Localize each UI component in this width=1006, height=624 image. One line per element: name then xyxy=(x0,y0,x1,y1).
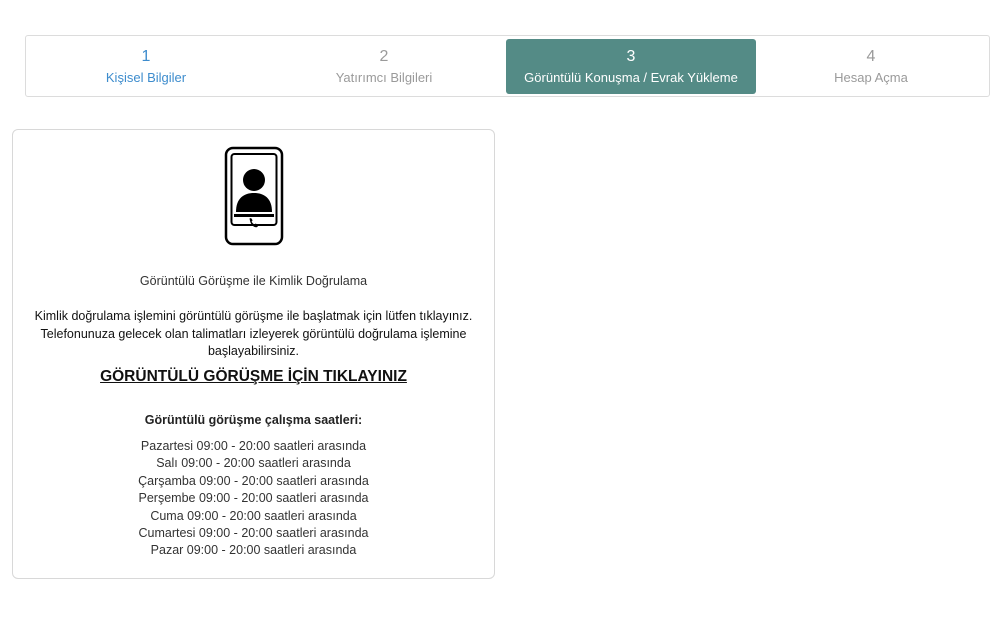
step-investor-info xyxy=(262,39,506,94)
list-item: Cuma 09:00 - 20:00 saatleri arasında xyxy=(150,508,357,523)
step-account-opening xyxy=(751,39,991,94)
smartphone-video-call-icon xyxy=(224,146,284,246)
working-hours-list xyxy=(13,438,494,560)
card-title: Görüntülü Görüşme ile Kimlik Doğrulama xyxy=(139,274,368,288)
list-item: Salı 09:00 - 20:00 saatleri arasında xyxy=(156,456,351,471)
step-label: Kişisel Bilgiler xyxy=(105,70,187,85)
list-item: Pazartesi 09:00 - 20:00 saatleri arasında xyxy=(140,439,367,453)
card-description xyxy=(33,308,474,361)
list-item: Pazar 09:00 - 20:00 saatleri arasında xyxy=(150,543,357,558)
step-number: 2 xyxy=(379,48,389,65)
step-number: 1 xyxy=(141,48,151,65)
step-number: 3 xyxy=(626,48,636,65)
list-item: Perşembe 09:00 - 20:00 saatleri arasında xyxy=(138,491,369,506)
list-item: Cumartesi 09:00 - 20:00 saatleri arasında xyxy=(138,526,369,541)
list-item: Çarşamba 09:00 - 20:00 saatleri arasında xyxy=(138,473,369,488)
description-line: Telefonunuza gelecek olan talimatları izleyerek görüntülü doğrulama işlemine xyxy=(40,326,467,341)
step-video-call-documents xyxy=(506,39,756,94)
progress-stepper xyxy=(25,35,990,97)
step-label: Yatırımcı Bilgileri xyxy=(335,70,433,85)
start-video-call-link[interactable]: GÖRÜNTÜLÜ GÖRÜŞME İÇİN TIKLAYINIZ xyxy=(100,368,407,385)
step-number: 4 xyxy=(866,48,876,65)
video-verification-card xyxy=(12,129,495,579)
step-label: Görüntülü Konuşma / Evrak Yükleme xyxy=(524,70,738,85)
step-label: Hesap Açma xyxy=(834,70,908,85)
step-personal-info[interactable] xyxy=(26,39,266,94)
working-hours-title: Görüntülü görüşme çalışma saatleri: xyxy=(144,413,363,427)
description-line: Kimlik doğrulama işlemini görüntülü görüşme ile başlatmak için lütfen tıklayınız. xyxy=(34,309,473,323)
description-line: başlayabilirsiniz. xyxy=(207,344,299,358)
